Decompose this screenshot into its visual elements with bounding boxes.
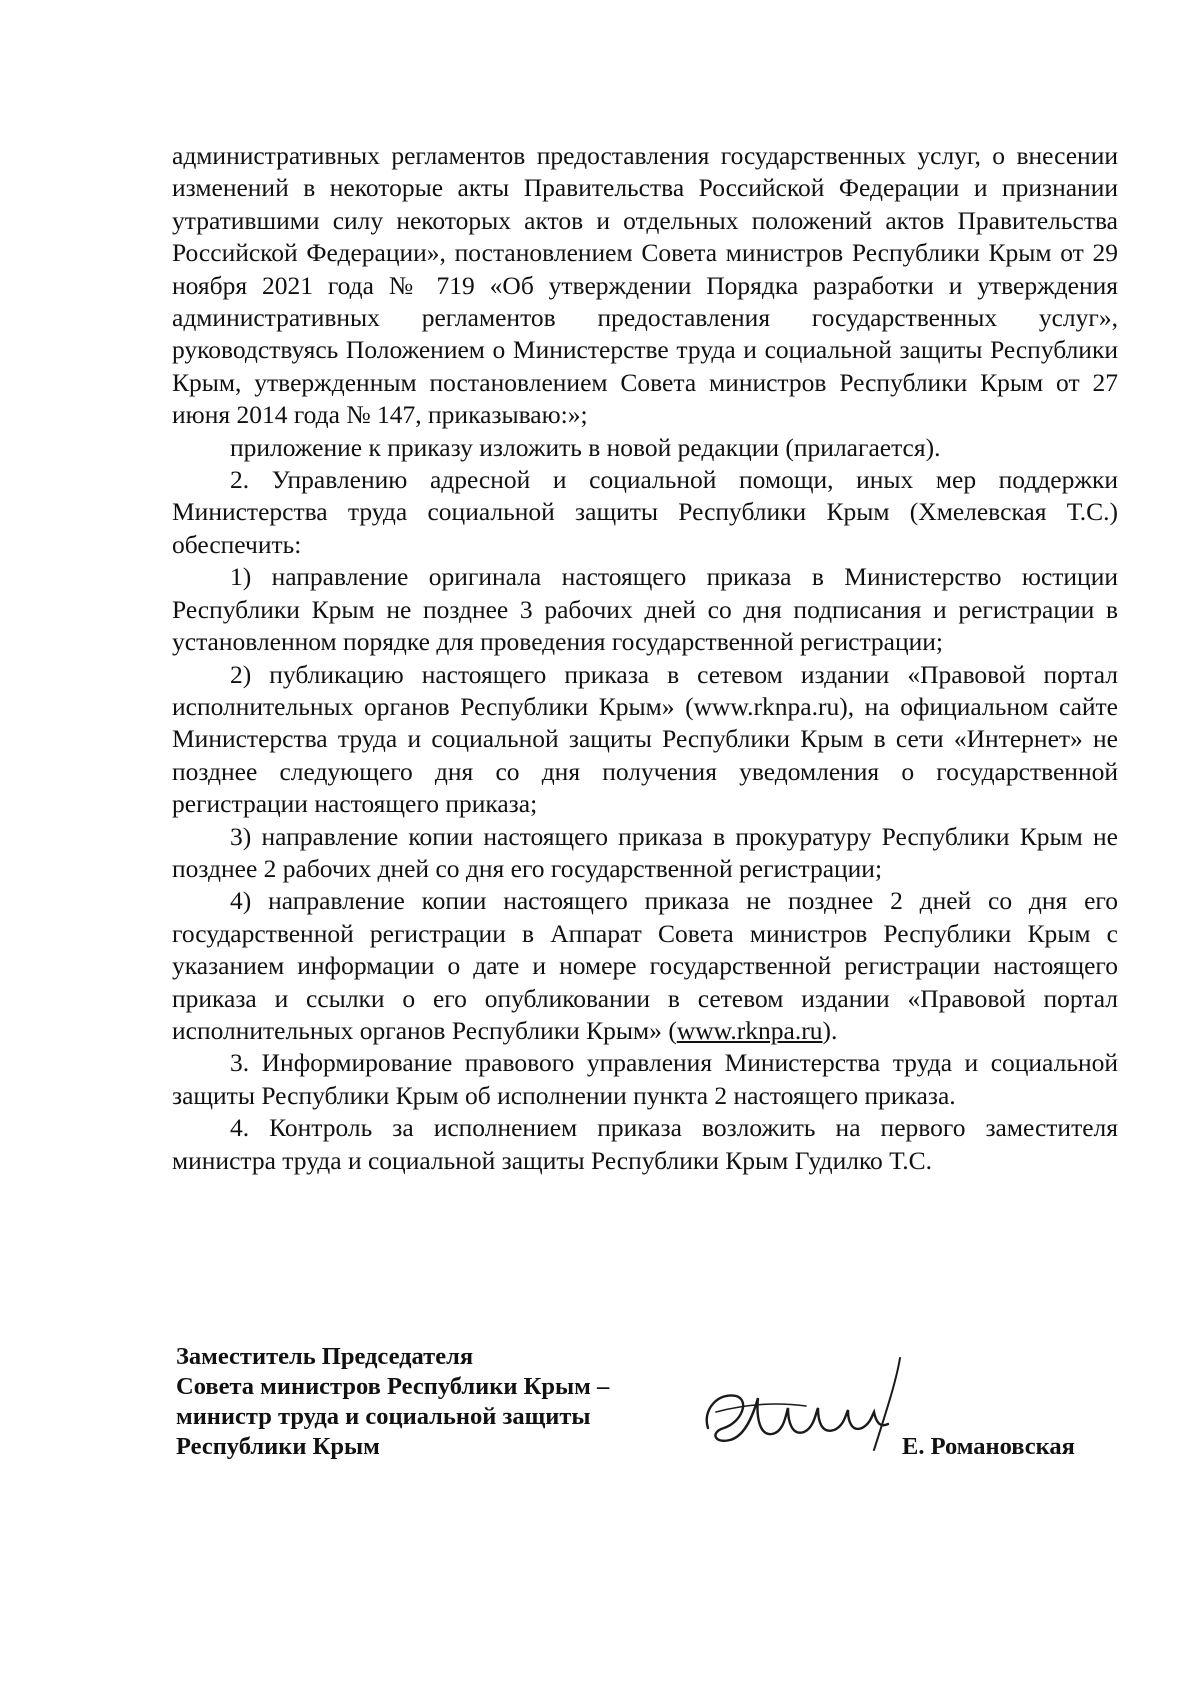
signatory-title-line: Заместитель Председателя xyxy=(176,1343,474,1370)
paragraph-subitem-1: 1) направление оригинала настоящего приказа в Министерство юстиции Республики Крым не позднее 3 рабочих дней со дня подписания и регистрации в установленном порядке для проведения государственной регистрации; xyxy=(172,562,1118,657)
paragraph-subitem-2: 2) публикацию настоящего приказа в сетевом издании «Правовой портал исполнительных органов Республики Крым» (www.rknpa.ru), на официальном сайте Министерства труда и социальной защиты Республики Крым в сети «Интернет» не позднее следующего дня со дня получения уведомления о государственной регистрации настоящего приказа; xyxy=(172,659,1118,819)
paragraph-preamble: административных регламентов предоставления государственных услуг, о внесении изменений в некоторые акты Правительства Российской Федерации и признании утратившими силу некоторых актов и отдельных положений актов Правительства Российской Федерации», постановлением Совета министров Республики Крым от 29 ноября 2021 года № 719 «Об утверждении Порядка разработки и утверждения административных регламентов предоставления государственных услуг», руководствуясь Положением о Министерстве труда и социальной защиты Республики Крым, утвержденным постановлением Совета министров Республики Крым от 27 июня 2014 года № 147, приказываю:»; xyxy=(172,141,1118,430)
signatory-title-line: Совета министров Республики Крым – xyxy=(176,1373,610,1400)
portal-link[interactable]: www.rknpa.ru xyxy=(676,1015,823,1045)
paragraph-item-4: 4. Контроль за исполнением приказа возложить на первого заместителя министра труда и социальной защиты Республики Крым Гудилко Т.С. xyxy=(172,1113,1118,1175)
paragraph-appendix: приложение к приказу изложить в новой редакции (прилагается). xyxy=(230,432,941,462)
signer-name: Е. Романовская xyxy=(902,1433,1075,1460)
document-body xyxy=(172,140,1118,1177)
link-prefix: ( xyxy=(668,1015,677,1045)
paragraph-subitem-4 xyxy=(172,885,1118,1047)
handwritten-signature xyxy=(696,1352,926,1462)
signatory-title-block xyxy=(176,1342,696,1462)
paragraph-item-3: 3. Информирование правового управления Министерства труда и социальной защиты Республики Крым об исполнении пункта 2 настоящего приказа. xyxy=(172,1048,1118,1110)
link-suffix: ). xyxy=(822,1015,838,1045)
signatory-title-line: министр труда и социальной защиты xyxy=(176,1403,591,1430)
paragraph-subitem-4-text: 4) направление копии настоящего приказа не позднее 2 дней со дня его государственной регистрации в Аппарат Совета министров Республики Крым с указанием информации о дате и номере государственной регистрации настоящего приказа и ссылки о его опубликовании в сетевом издании «Правовой портал исполнительных органов Республики Крым» xyxy=(172,886,1118,1045)
signatory-title-line: Республики Крым xyxy=(176,1433,380,1460)
paragraph-subitem-3: 3) направление копии настоящего приказа в прокуратуру Республики Крым не позднее 2 рабочих дней со дня его государственной регистрации; xyxy=(172,821,1118,883)
paragraph-item-2: 2. Управлению адресной и социальной помощи, иных мер поддержки Министерства труда социальной защиты Республики Крым (Хмелевская Т.С.) обеспечить: xyxy=(172,465,1118,559)
